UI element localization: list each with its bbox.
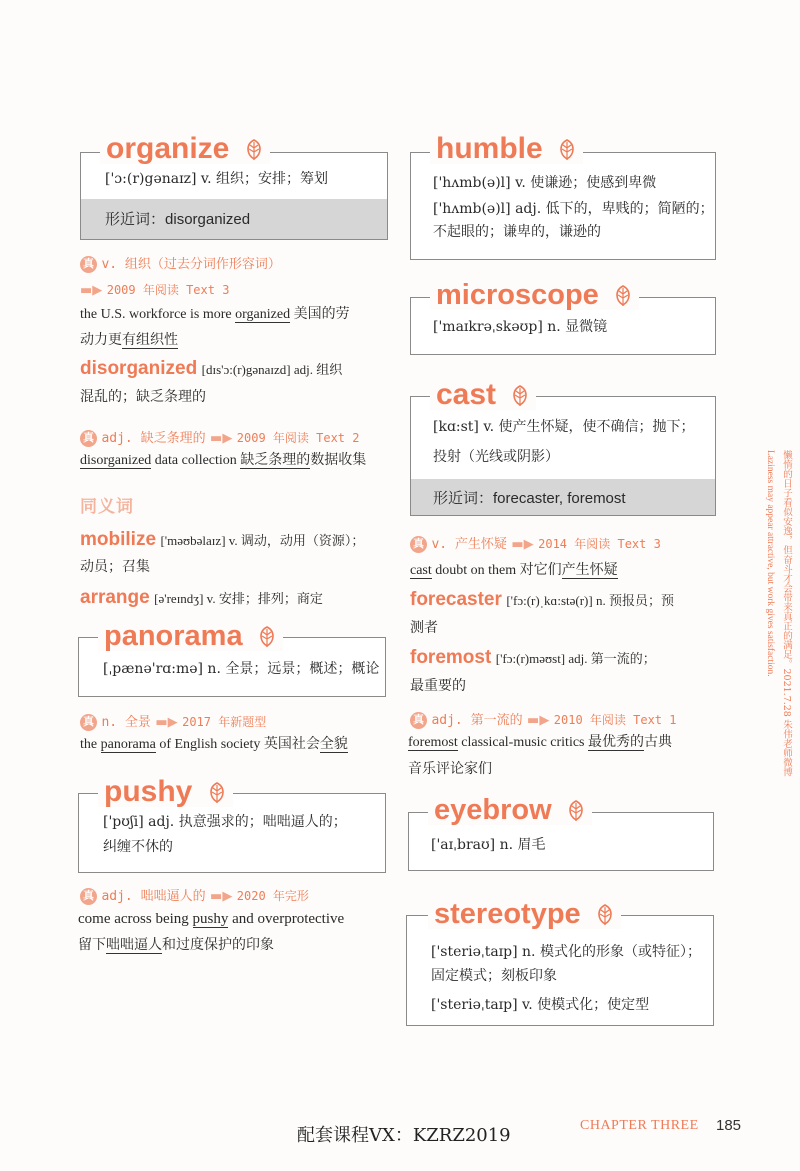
leaf-icon xyxy=(557,139,577,161)
entry-organize: ['ɔ:(r)gənaɪz] v. 组织；安排；筹划 xyxy=(105,171,329,187)
entry-stereotype-1: ['steriəˌtaɪp] n. 模式化的形象（或特征）； xyxy=(431,944,701,960)
side-quote xyxy=(750,450,794,810)
example-pushy: come across being pushy and overprotective xyxy=(78,911,345,927)
entry-foremost-2: 最重要的 xyxy=(410,678,466,694)
zhen-badge-icon: 真 xyxy=(80,256,97,273)
leaf-icon xyxy=(257,626,277,648)
example-organize: the U.S. workforce is more organized 美国的劳 xyxy=(80,307,350,322)
entry-microscope: ['maɪkrəˌskəʊp] n. 显微镜 xyxy=(433,319,608,335)
word-card-stereotype xyxy=(406,915,714,1026)
near-words-organize: 形近词：disorganized xyxy=(81,199,387,239)
entry-mobilize: mobilize ['məʊbəlaɪz] v. 调动，动用（资源）； xyxy=(80,529,365,550)
chapter-label: CHAPTER THREE xyxy=(580,1118,699,1133)
sense-line-cast: 真 v. 产生怀疑 ▬▶ 2014 年阅读 Text 3 xyxy=(410,533,661,556)
arrow-right-icon: ▬▶ xyxy=(155,715,178,730)
headword-stereotype: stereotype xyxy=(428,900,621,929)
entry-disorganized-2: 混乱的；缺乏条理的 xyxy=(80,389,206,405)
arrow-right-icon: ▬▶ xyxy=(527,713,550,728)
leaf-icon xyxy=(207,782,227,804)
zhen-badge-icon: 真 xyxy=(410,712,427,729)
example-cast: cast doubt on them 对它们产生怀疑 xyxy=(410,563,618,578)
entry-stereotype-2: 固定模式；刻板印象 xyxy=(431,968,557,984)
word-card-humble xyxy=(410,152,716,260)
synonyms-label: 同义词 xyxy=(80,497,134,517)
example-disorganized: disorganized data collection 缺乏条理的数据收集 xyxy=(80,453,367,468)
zhen-badge-icon: 真 xyxy=(410,536,427,553)
page-number: 185 xyxy=(716,1117,742,1134)
arrow-right-icon: ▬▶ xyxy=(210,889,233,904)
example-foremost-2: 音乐评论家们 xyxy=(408,761,492,777)
arrow-right-icon: ▬▶ xyxy=(80,283,103,298)
near-words-cast: 形近词：forecaster, foremost xyxy=(411,479,715,515)
entry-humble-3: 不起眼的；谦卑的，谦逊的 xyxy=(433,224,601,240)
headword-organize: organize xyxy=(100,134,270,164)
entry-cast-1: [kɑ:st] v. 使产生怀疑，使不确信；抛下； xyxy=(433,419,695,435)
zhen-badge-icon: 真 xyxy=(80,714,97,731)
sense-line-disorganized: 真 adj. 缺乏条理的 ▬▶ 2009 年阅读 Text 2 xyxy=(80,427,359,450)
entry-panorama: [ˌpænə'rɑ:mə] n. 全景；远景；概述；概论 xyxy=(103,661,380,677)
entry-disorganized: disorganized [dɪs'ɔ:(r)gənaɪzd] adj. 组织 xyxy=(80,358,343,379)
leaf-icon xyxy=(595,904,615,926)
leaf-icon xyxy=(510,385,530,407)
entry-mobilize-2: 动员；召集 xyxy=(80,559,150,575)
entry-cast-2: 投射（光线或阴影） xyxy=(433,449,559,465)
leaf-icon xyxy=(566,800,586,822)
word-card-organize xyxy=(80,152,388,240)
leaf-icon xyxy=(244,139,264,161)
word-card-cast xyxy=(410,396,716,516)
side-quote-en: Laziness may appear attractive, but work gives satisfaction. xyxy=(765,450,775,677)
headword-eyebrow: eyebrow xyxy=(428,796,592,825)
arrow-right-icon: ▬▶ xyxy=(511,537,534,552)
zhen-badge-icon: 真 xyxy=(80,888,97,905)
headword-cast: cast xyxy=(430,380,536,410)
sense-line-pushy: 真 adj. 咄咄逼人的 ▬▶ 2020 年完形 xyxy=(80,885,309,908)
entry-stereotype-3: ['steriəˌtaɪp] v. 使模式化；使定型 xyxy=(431,997,650,1013)
example-pushy-2: 留下咄咄逼人和过度保护的印象 xyxy=(78,937,274,953)
source-line-organize: ▬▶ 2009 年阅读 Text 3 xyxy=(80,283,230,298)
arrow-right-icon: ▬▶ xyxy=(210,431,233,446)
side-quote-zh: 懒惰的日子看似安逸，但奋斗才会带来真正的满足。2021.7.28 朱伟老师微博 xyxy=(781,450,792,777)
sense-line-panorama: 真 n. 全景 ▬▶ 2017 年新题型 xyxy=(80,711,266,734)
headword-panorama: panorama xyxy=(98,622,283,651)
entry-pushy: ['pʊʃi] adj. 执意强求的；咄咄逼人的； xyxy=(103,814,347,830)
sense-line-foremost: 真 adj. 第一流的 ▬▶ 2010 年阅读 Text 1 xyxy=(410,709,676,732)
entry-forecaster: forecaster ['fɔ:(r)ˌkɑ:stə(r)] n. 预报员；预 xyxy=(410,589,674,610)
entry-humble-2: ['hʌmb(ə)l] adj. 低下的，卑贱的；简陋的； xyxy=(433,201,714,217)
headword-microscope: microscope xyxy=(430,281,639,310)
zhen-badge-icon: 真 xyxy=(80,430,97,447)
sense-line-organize: 真 v. 组织（过去分词作形容词） xyxy=(80,253,281,276)
entry-pushy-2: 纠缠不休的 xyxy=(103,839,173,855)
entry-humble-1: ['hʌmb(ə)l] v. 使谦逊；使感到卑微 xyxy=(433,175,657,191)
headword-humble: humble xyxy=(430,134,583,164)
example-organize-2: 动力更有组织性 xyxy=(80,332,178,348)
headword-pushy: pushy xyxy=(98,777,233,807)
entry-forecaster-2: 测者 xyxy=(410,620,438,636)
entry-eyebrow: ['aɪˌbraʊ] n. 眉毛 xyxy=(431,837,546,853)
watermark: 配套课程VX：KZRZ2019 xyxy=(297,1125,511,1146)
entry-arrange: arrange [ə'reɪndʒ] v. 安排；排列；商定 xyxy=(80,587,323,608)
example-foremost: foremost classical-music critics 最优秀的古典 xyxy=(408,735,672,750)
example-panorama: the panorama of English society 英国社会全貌 xyxy=(80,737,348,752)
entry-foremost: foremost ['fɔ:(r)məʊst] adj. 第一流的； xyxy=(410,647,656,668)
leaf-icon xyxy=(613,285,633,307)
